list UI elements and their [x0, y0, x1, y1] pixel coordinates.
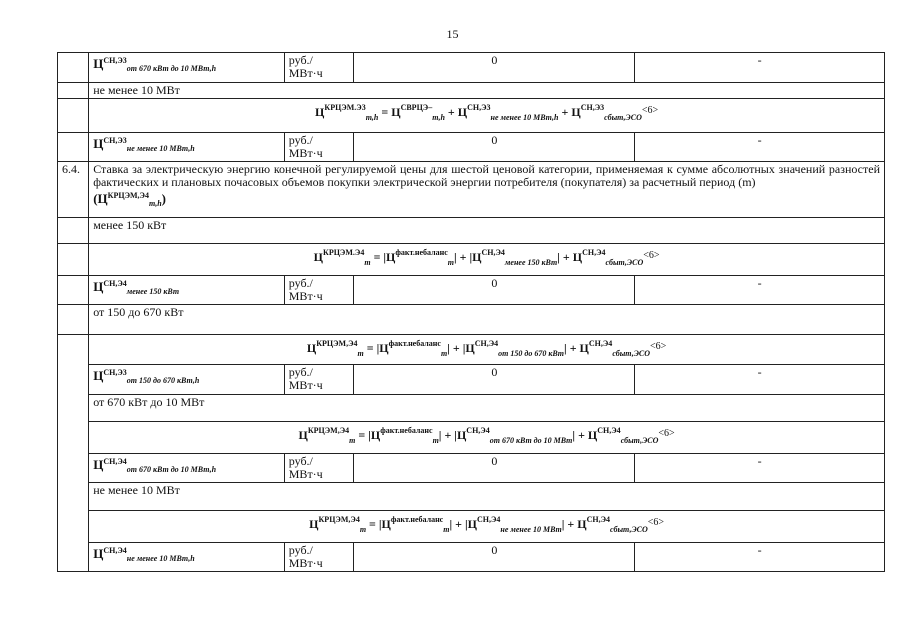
table-row [58, 276, 885, 305]
row-number-cell [58, 83, 89, 99]
row-number-cell [58, 422, 89, 454]
row-number-cell [58, 305, 89, 335]
row-number-cell: 6.4. [58, 162, 89, 218]
table-row [58, 395, 885, 422]
rate-symbol: $(Ц^{КРЦЭМ,Э4}_{m,h})$ [93, 191, 166, 208]
table-row [58, 511, 885, 543]
rate-symbol-cell: $Ц^{СН,Э4}_{не менее 10 МВт,h}$ [89, 543, 285, 572]
value-cell: 0 [354, 53, 635, 83]
table-row [58, 83, 885, 99]
range-label: от 150 до 670 кВт [89, 305, 885, 335]
table-row [58, 483, 885, 511]
row-number-cell [58, 335, 89, 365]
row-number-cell [58, 365, 89, 395]
table-row [58, 133, 885, 162]
rate-symbol-cell: $Ц^{СН,Э3}_{от 670 кВт до 10 МВт,h}$ [89, 53, 285, 83]
value-cell: - [635, 365, 885, 395]
row-number-cell [58, 99, 89, 133]
range-label: от 670 кВт до 10 МВт [89, 395, 885, 422]
table-row [58, 244, 885, 276]
table-row [58, 422, 885, 454]
range-label: не менее 10 МВт [89, 483, 885, 511]
unit-cell: руб./ МВт·ч [284, 365, 354, 395]
formula: $Ц^{КРЦЭМ,Э4}_m = |Ц^{факт.небаланс}_m| + |Ц^{СН,Э4}_{не менее 10 МВт}| + Ц^{СН,Э4}_{сбыт,ЭСО}^{<6>}$ [89, 511, 885, 543]
unit-cell: руб./ МВт·ч [284, 276, 354, 305]
value-cell: - [635, 133, 885, 162]
row-number-cell [58, 395, 89, 422]
rate-symbol-cell: $Ц^{СН,Э3}_{не менее 10 МВт,h}$ [89, 133, 285, 162]
value-cell: 0 [354, 365, 635, 395]
table-row [58, 543, 885, 572]
range-label: менее 150 кВт [89, 218, 885, 244]
row-number-cell [58, 218, 89, 244]
section-description: Ставка за электрическую энергию конечной регулируемой цены для шестой ценовой категории, применяемая к сумме абсолютных значений разностей фактических и плановых почасовых объемов покупки электрической энергии потребителя (покупателя) за расчетный период (m) $(Ц^{КРЦЭМ,Э4}_{m,h})$ [89, 162, 885, 218]
row-number-cell [58, 454, 89, 483]
unit-cell: руб./ МВт·ч [284, 454, 354, 483]
value-cell: - [635, 53, 885, 83]
rate-symbol-cell: $Ц^{СН,Э3}_{от 150 до 670 кВт,h}$ [89, 365, 285, 395]
formula: $Ц^{КРЦЭМ,Э4}_m = |Ц^{факт.небаланс}_m| + |Ц^{СН,Э4}_{от 670 кВт до 10 МВт}| + Ц^{СН,Э4}_{сбыт,ЭСО}^{<6>}$ [89, 422, 885, 454]
range-label: не менее 10 МВт [89, 83, 885, 99]
page-number: 15 [446, 27, 459, 41]
row-number-cell [58, 133, 89, 162]
row-number-cell [58, 483, 89, 511]
table-row [58, 99, 885, 133]
unit-cell: руб./ МВт·ч [284, 53, 354, 83]
rate-symbol-cell: $Ц^{СН,Э4}_{менее 150 кВт}$ [89, 276, 285, 305]
formula: $Ц^{КРЦЭМ.Э4}_m = |Ц^{факт.небаланс}_m| + |Ц^{СН,Э4}_{менее 150 кВт}| + Ц^{СН,Э4}_{сбыт,ЭСО}^{<6>}$ [89, 244, 885, 276]
value-cell: 0 [354, 133, 635, 162]
table-row [58, 454, 885, 483]
table-row [58, 162, 885, 218]
value-cell: 0 [354, 276, 635, 305]
value-cell: - [635, 543, 885, 572]
value-cell: - [635, 454, 885, 483]
value-cell: 0 [354, 543, 635, 572]
table-row [58, 365, 885, 395]
rate-symbol-cell: $Ц^{СН,Э4}_{от 670 кВт до 10 МВт,h}$ [89, 454, 285, 483]
row-number-cell [58, 511, 89, 543]
table-row [58, 53, 885, 83]
formula: $Ц^{КРЦЭМ,Э4}_m = |Ц^{факт.небаланс}_m| + |Ц^{СН,Э4}_{от 150 до 670 кВт}| + Ц^{СН,Э4}_{сбыт,ЭСО}^{<6>}$ [89, 335, 885, 365]
value-cell: - [635, 276, 885, 305]
value-cell: 0 [354, 454, 635, 483]
table-row [58, 305, 885, 335]
row-number-cell [58, 244, 89, 276]
tariff-table [57, 52, 885, 572]
row-number-cell [58, 53, 89, 83]
row-number-cell [58, 543, 89, 572]
table-row [58, 335, 885, 365]
unit-cell: руб./ МВт·ч [284, 133, 354, 162]
formula: $Ц^{КРЦЭМ.Э3}_{m,h} = Ц^{СВРЦЭ-}_{m,h} + Ц^{СН,Э3}_{не менее 10 МВт,h} + Ц^{СН,Э3}_{сбыт,ЭСО}^{<6>}$ [89, 99, 885, 133]
table-row [58, 218, 885, 244]
unit-cell: руб./ МВт·ч [284, 543, 354, 572]
row-number-cell [58, 276, 89, 305]
